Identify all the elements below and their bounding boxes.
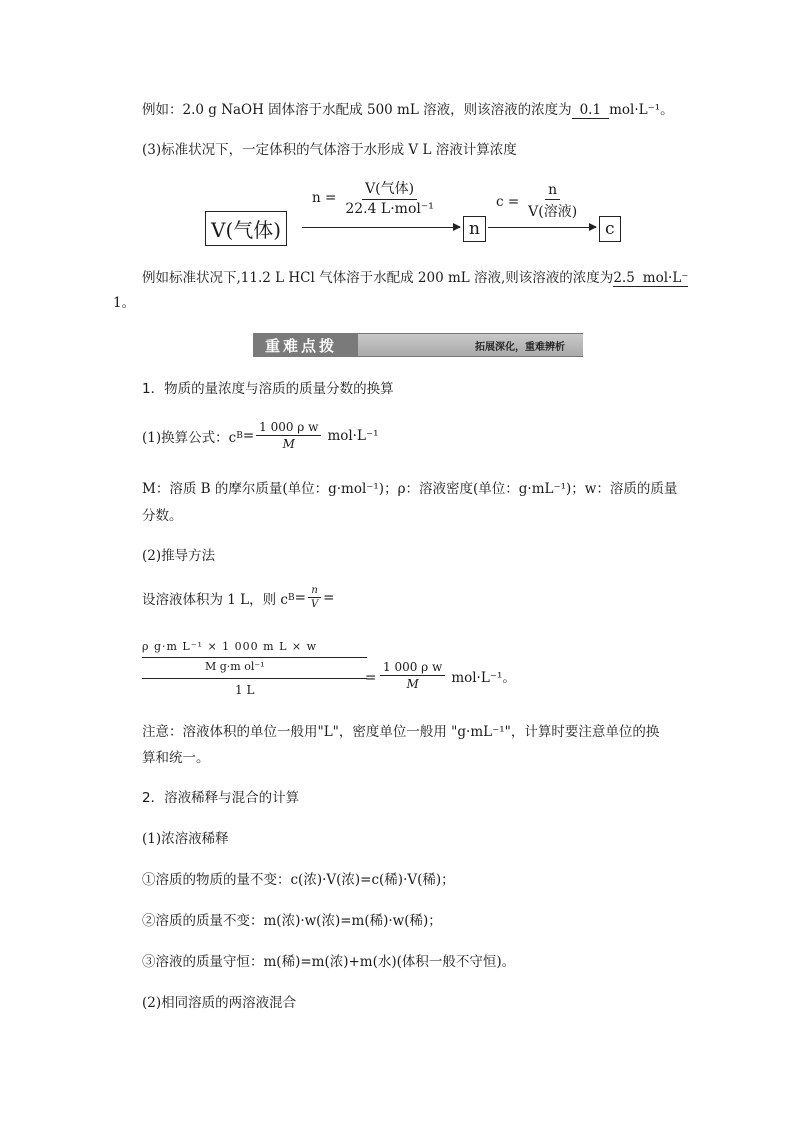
- inner-numerator: ρ g·m L⁻¹ × 1 000 m L × w: [142, 640, 318, 653]
- rule-2: ②溶质的质量不变：m(浓)·w(浓)=m(稀)·w(稀)；: [142, 913, 442, 929]
- banner-subtitle: 拓展深化，重难辨析: [475, 342, 565, 353]
- outer-denominator: 1 L: [235, 683, 255, 697]
- example-1-text: 例如：2.0 g NaOH 固体溶于水配成 500 mL 溶液，则该溶液的浓度为: [142, 102, 572, 118]
- flow-n-formula: n = $\frac{\text{V(气体)}}{\text{22.4 L·mol⁻¹}}$: [312, 178, 439, 217]
- example-1: 例如：2.0 g NaOH 固体溶于水配成 500 mL 溶液，则该溶液的浓度为 0.1 mol·L⁻¹。: [142, 102, 674, 118]
- banner-title: 重难点拨: [265, 337, 338, 355]
- example-2-line-2: 1。: [113, 295, 136, 311]
- heading-1: 1．物质的量浓度与溶质的质量分数的换算: [142, 381, 394, 397]
- rule-1: ①溶质的物质的量不变：c(浓)·V(浓)=c(稀)·V(稀)；: [142, 872, 455, 888]
- example-2: 例如标准状况下,11.2 L HCl 气体溶于水配成 200 mL 溶液,则该溶液的浓度为2.5 mol·L⁻: [142, 270, 689, 286]
- definition-line-2: 分数。: [142, 508, 183, 524]
- subsection-2: (2)相同溶质的两溶液混合: [142, 995, 297, 1011]
- flow-mid-box: n: [463, 216, 486, 242]
- note-line-2: 算和统一。: [142, 750, 210, 766]
- inner-denominator: M g·m ol⁻¹: [205, 660, 265, 673]
- definition-line-1: M：溶质 B 的摩尔质量(单位：g·mol⁻¹)；ρ：溶液密度(单位：g·mL⁻¹)；w：溶质的质量: [142, 481, 678, 497]
- formula-1: (1)换算公式：c B = $\frac{\text{1 000 ρ w}}{M}$ mol·L⁻¹: [142, 420, 379, 451]
- heading-2: 2．溶液稀释与混合的计算: [142, 790, 300, 806]
- flow-end-box: c: [599, 216, 621, 242]
- section-3-title: (3)标准状况下，一定体积的气体溶于水形成 V L 溶液计算浓度: [142, 142, 517, 158]
- derive-line: 设溶液体积为 1 L，则 c B = $\frac{n}{V}$ =: [142, 585, 335, 610]
- rule-3: ③溶液的质量守恒：m(稀)=m(浓)+m(水)(体积一般不守恒)。: [142, 954, 516, 970]
- flow-arrow-1: [302, 227, 460, 228]
- flow-start-box: V(气体): [205, 211, 287, 246]
- example-2-answer: 2.5: [613, 270, 642, 287]
- subsection-1: (1)浓溶液稀释: [142, 831, 229, 847]
- flow-c-formula: c = $\frac{n}{\text{V(溶液)}}$: [496, 182, 578, 220]
- result-fraction: $\frac{\text{1 000 ρ w}}{M}$ mol·L⁻¹。: [378, 660, 516, 691]
- note-line-1: 注意：溶液体积的单位一般用"L"，密度单位一般用 "g·mL⁻¹"，计算时要注意单位的换: [142, 724, 660, 740]
- derive-title: (2)推导方法: [142, 548, 216, 564]
- section-banner: [253, 333, 583, 357]
- flow-arrow-2: [488, 227, 596, 228]
- example-1-unit: mol·L⁻¹: [609, 102, 661, 118]
- example-1-answer: 0.1: [572, 102, 609, 119]
